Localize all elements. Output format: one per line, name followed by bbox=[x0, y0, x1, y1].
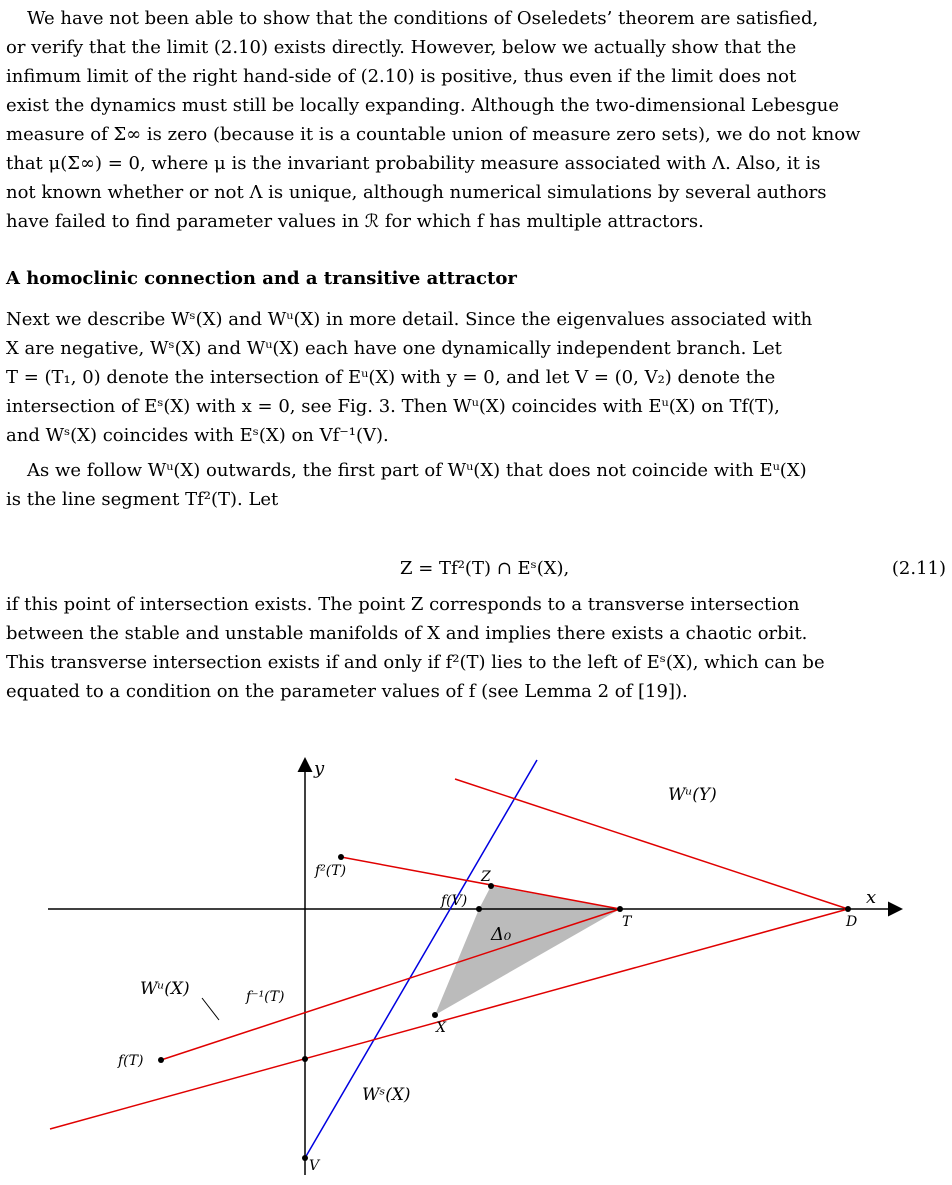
text-line: Next we describe Wˢ(X) and Wᵘ(X) in more detail. Since the eigenvalues associated with bbox=[6, 309, 813, 330]
label-wsx: Wˢ(X) bbox=[362, 1085, 411, 1105]
label-d: D bbox=[846, 914, 858, 930]
label-fv: f(V) bbox=[441, 893, 468, 909]
text-line: have failed to find parameter values in ℛ for which f has multiple attractors. bbox=[6, 211, 704, 232]
text-line: if this point of intersection exists. The point Z corresponds to a transverse intersection bbox=[6, 594, 800, 615]
label-ft: f(T) bbox=[118, 1053, 144, 1069]
label-v: V bbox=[309, 1158, 320, 1174]
text-line: equated to a condition on the parameter values of f (see Lemma 2 of [19]). bbox=[6, 681, 688, 702]
label-f2t: f²(T) bbox=[315, 863, 347, 879]
label-delta0: Δ₀ bbox=[491, 924, 512, 945]
equation-body: Z = Tf²(T) ∩ Eˢ(X), bbox=[400, 558, 570, 579]
text-line: T = (T₁, 0) denote the intersection of Eᵘ(X) with y = 0, and let V = (0, V₂) denote the bbox=[6, 367, 776, 388]
point-finvt bbox=[302, 1056, 308, 1062]
text-line: and Wˢ(X) coincides with Eˢ(X) on Vf⁻¹(V). bbox=[6, 425, 389, 446]
text-line: As we follow Wᵘ(X) outwards, the first part of Wᵘ(X) that does not coincide with Eᵘ(X) bbox=[27, 460, 807, 481]
text-line: exist the dynamics must still be locally expanding. Although the two-dimensional Lebesgue bbox=[6, 95, 839, 116]
label-x-point: X bbox=[436, 1020, 446, 1036]
label-wux: Wᵘ(X) bbox=[140, 979, 190, 999]
text-line: infimum limit of the right hand-side of (2.10) is positive, thus even if the limit does not bbox=[6, 66, 797, 87]
label-y-axis: y bbox=[314, 758, 325, 779]
point-f2t bbox=[338, 854, 344, 860]
text-line: that μ(Σ∞) = 0, where μ is the invariant probability measure associated with Λ. Also, it is bbox=[6, 153, 821, 174]
point-ft bbox=[158, 1057, 164, 1063]
label-finvt: f⁻¹(T) bbox=[246, 989, 285, 1005]
text-line: not known whether or not Λ is unique, although numerical simulations by several authors bbox=[6, 182, 827, 203]
point-t bbox=[617, 906, 623, 912]
section-heading: A homoclinic connection and a transitive attractor bbox=[6, 268, 517, 289]
equation-number: (2.11) bbox=[891, 558, 946, 579]
label-wuy: Wᵘ(Y) bbox=[668, 785, 717, 805]
text-line: We have not been able to show that the conditions of Oseledets’ theorem are satisfied, bbox=[27, 8, 819, 29]
unstable-manifold-y-lower bbox=[50, 909, 848, 1129]
text-line: or verify that the limit (2.10) exists directly. However, below we actually show that the bbox=[6, 37, 797, 58]
wux-leader bbox=[202, 998, 219, 1020]
unstable-manifold-x-line bbox=[161, 909, 620, 1060]
point-v bbox=[302, 1155, 308, 1161]
text-line: is the line segment Tf²(T). Let bbox=[6, 489, 279, 510]
text-line: X are negative, Wˢ(X) and Wᵘ(X) each have one dynamically independent branch. Let bbox=[6, 338, 782, 359]
label-x-axis: x bbox=[866, 887, 877, 908]
text-line: between the stable and unstable manifolds of X and implies there exists a chaotic orbit. bbox=[6, 623, 808, 644]
point-fv bbox=[476, 906, 482, 912]
label-z: Z bbox=[481, 869, 491, 885]
text-line: intersection of Eˢ(X) with x = 0, see Fig. 3. Then Wᵘ(X) coincides with Eᵘ(X) on Tf(T), bbox=[6, 396, 780, 417]
label-t: T bbox=[622, 914, 632, 930]
text-line: measure of Σ∞ is zero (because it is a countable union of measure zero sets), we do not know bbox=[6, 124, 861, 145]
point-d bbox=[845, 906, 851, 912]
text-line: This transverse intersection exists if and only if f²(T) lies to the left of Eˢ(X), which can be bbox=[6, 652, 825, 673]
point-x bbox=[432, 1012, 438, 1018]
